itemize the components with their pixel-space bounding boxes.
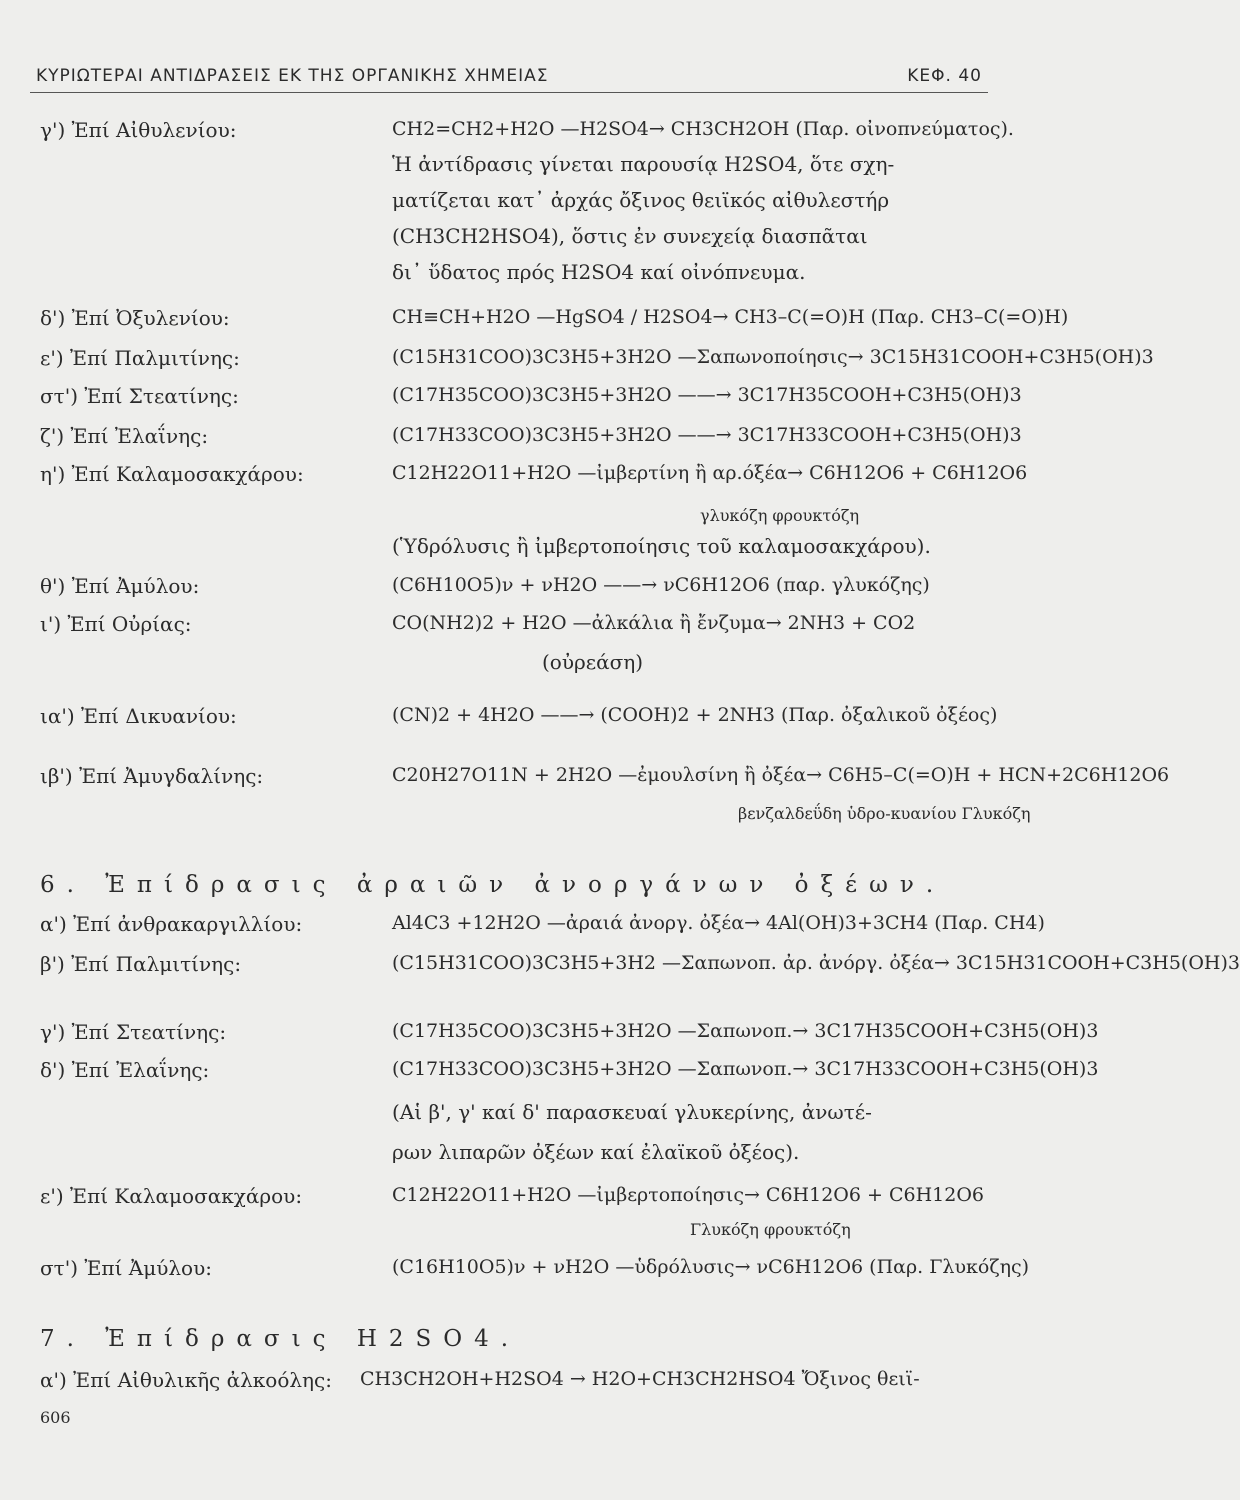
item-label: ζ') Ἐπί Ἐλαΐνης:: [40, 424, 209, 448]
item-label: δ') Ἐπί Ἐλαΐνης:: [40, 1058, 210, 1082]
equation: CO(NH2)2 + H2O —ἀλκάλια ἢ ἔνζυμα→ 2NH3 + CO2: [392, 612, 916, 634]
note-text: δι᾽ ὕδατος πρός H2SO4 καί οἰνόπνευμα.: [392, 260, 806, 284]
page-header-number: ΚΕΦ. 40: [907, 66, 982, 86]
equation: (C17H33COO)3C3H5+3H2O ——→ 3C17H33COOH+C3H5(OH)3: [392, 424, 1022, 446]
note-text: (CH3CH2HSO4), ὅστις ἐν συνεχείᾳ διασπᾶται: [392, 224, 868, 248]
equation: (C17H35COO)3C3H5+3H2O —Σαπωνοπ.→ 3C17H35COOH+C3H5(OH)3: [392, 1020, 1099, 1042]
equation: CH3CH2OH+H2SO4 → H2O+CH3CH2HSO4 Ὄξινος θειϊ-: [360, 1368, 920, 1390]
equation: C12H22O11+H2O —ἰμβερτίνη ἢ αρ.όξέα→ C6H12O6 + C6H12O6: [392, 462, 1028, 484]
equation: Al4C3 +12H2O —ἀραιά ἀνοργ. ὀξέα→ 4Al(OH)3+3CH4 (Παρ. CH4): [392, 912, 1045, 934]
note-text: (οὐρεάση): [542, 650, 644, 674]
equation: (C15H31COO)3C3H5+3H2O —Σαπωνοποίησις→ 3C15H31COOH+C3H5(OH)3: [392, 346, 1154, 368]
equation: (C6H10O5)ν + νH2O ——→ νC6H12O6 (παρ. γλυκόζης): [392, 574, 930, 596]
item-label: η') Ἐπί Καλαμοσακχάρου:: [40, 462, 304, 486]
item-label: γ') Ἐπί Αἰθυλενίου:: [40, 118, 237, 142]
product-names: γλυκόζη φρουκτόζη: [700, 506, 860, 525]
note-text: (Αἱ β', γ' καί δ' παρασκευαί γλυκερίνης, ἀνωτέ-: [392, 1100, 872, 1124]
item-label: ι') Ἐπί Οὐρίας:: [40, 612, 192, 636]
item-label: στ') Ἐπί Στεατίνης:: [40, 384, 239, 408]
item-label: α') Ἐπί ἀνθρακαργιλλίου:: [40, 912, 303, 936]
item-label: ιβ') Ἐπί Ἀμυγδαλίνης:: [40, 764, 264, 788]
equation: (C16H10O5)ν + νH2O —ὑδρόλυσις→ νC6H12O6 (Παρ. Γλυκόζης): [392, 1256, 1030, 1278]
equation: (C17H35COO)3C3H5+3H2O ——→ 3C17H35COOH+C3H5(OH)3: [392, 384, 1022, 406]
item-label: ε') Ἐπί Παλμιτίνης:: [40, 346, 240, 370]
equation: CH≡CH+H2O —HgSO4 / H2SO4→ CH3–C(=O)H (Παρ. CH3–C(=O)H): [392, 306, 1069, 328]
header-rule: [30, 92, 988, 93]
equation: (C15H31COO)3C3H5+3H2 —Σαπωνοπ. ἀρ. ἀνόργ. ὀξέα→ 3C15H31COOH+C3H5(OH)3: [392, 952, 1240, 974]
note-text: Ἡ ἀντίδρασις γίνεται παρουσίᾳ H2SO4, ὅτε σχη-: [392, 152, 895, 176]
equation: CH2=CH2+H2O —H2SO4→ CH3CH2OH (Παρ. οἰνοπνεύματος).: [392, 118, 1014, 140]
item-label: ια') Ἐπί Δικυανίου:: [40, 704, 237, 728]
equation: C20H27O11N + 2H2O —ἐμουλσίνη ἢ ὀξέα→ C6H5–C(=O)H + HCN+2C6H12O6: [392, 764, 1170, 786]
item-label: θ') Ἐπί Ἀμύλου:: [40, 574, 200, 598]
section-heading: 7. Ἐπίδρασις H2SO4.: [40, 1326, 521, 1352]
item-label: στ') Ἐπί Ἀμύλου:: [40, 1256, 212, 1280]
item-label: β') Ἐπί Παλμιτίνης:: [40, 952, 242, 976]
item-label: δ') Ἐπί Ὀξυλενίου:: [40, 306, 230, 330]
product-names: Γλυκόζη φρουκτόζη: [690, 1220, 851, 1239]
page-header-title: ΚΥΡΙΩΤΕΡΑΙ ΑΝΤΙΔΡΑΣΕΙΣ ΕΚ ΤΗΣ ΟΡΓΑΝΙΚΗΣ ΧΗΜΕΙΑΣ: [36, 66, 549, 86]
item-label: γ') Ἐπί Στεατίνης:: [40, 1020, 227, 1044]
equation: C12H22O11+H2O —ἰμβερτοποίησις→ C6H12O6 + C6H12O6: [392, 1184, 985, 1206]
page-number: 606: [40, 1408, 71, 1427]
section-heading: 6. Ἐπίδρασις ἀραιῶν ἀνοργάνων ὀξέων.: [40, 872, 946, 898]
item-label: α') Ἐπί Αἰθυλικῆς ἀλκοόλης:: [40, 1368, 332, 1392]
equation: (C17H33COO)3C3H5+3H2O —Σαπωνοπ.→ 3C17H33COOH+C3H5(OH)3: [392, 1058, 1099, 1080]
note-text: ρων λιπαρῶν ὀξέων καί ἐλαϊκοῦ ὀξέος).: [392, 1140, 800, 1164]
item-label: ε') Ἐπί Καλαμοσακχάρου:: [40, 1184, 303, 1208]
note-text: (Ὑδρόλυσις ἢ ἰμβερτοποίησις τοῦ καλαμοσακχάρου).: [392, 534, 931, 558]
note-text: ματίζεται κατ᾽ ἀρχάς ὄξινος θειϊκός αἰθυλεστήρ: [392, 188, 890, 212]
product-names: βενζαλδεΰδη ὑδρο-κυανίου Γλυκόζη: [738, 804, 1031, 823]
equation: (CN)2 + 4H2O ——→ (COOH)2 + 2NH3 (Παρ. ὀξαλικοῦ ὀξέος): [392, 704, 998, 726]
